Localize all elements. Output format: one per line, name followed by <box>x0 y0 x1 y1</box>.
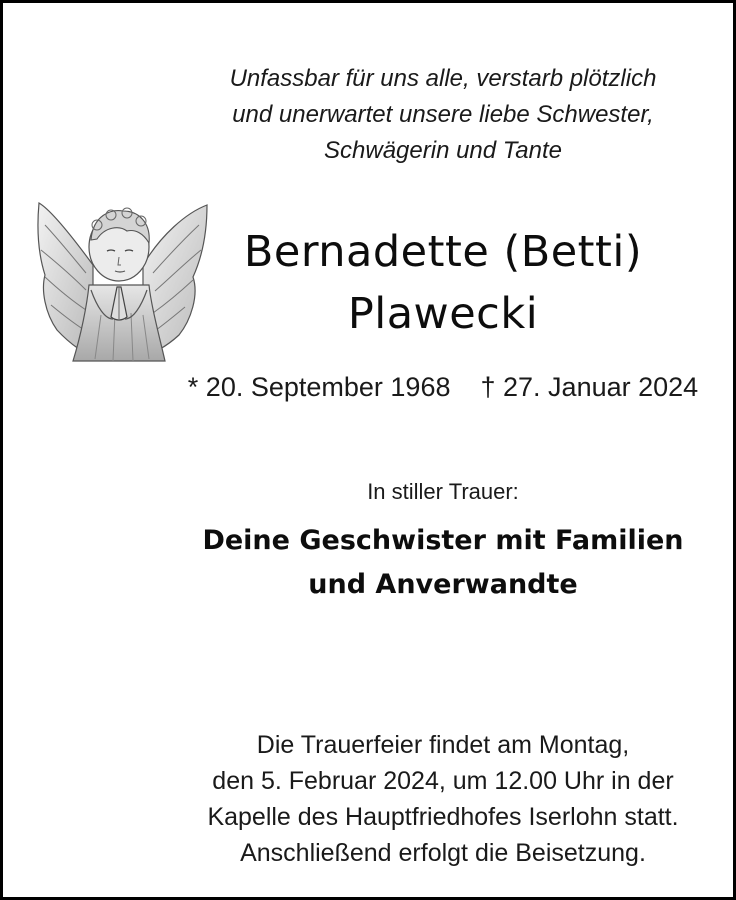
mourners-line1: Deine Geschwister mit Familien <box>202 525 684 556</box>
deceased-name <box>208 221 678 345</box>
intro-line: und unerwartet unsere liebe Schwester, <box>232 101 654 128</box>
deceased-name-line1: Bernadette (Betti) <box>243 227 643 277</box>
intro-line: Schwägerin und Tante <box>324 137 562 164</box>
birth-date: * 20. September 1968 <box>187 372 451 402</box>
service-line: Die Trauerfeier findet am Montag, <box>256 731 630 759</box>
service-line: den 5. Februar 2024, um 12.00 Uhr in der <box>212 767 674 795</box>
praying-angel-icon <box>31 195 211 363</box>
service-line: Kapelle des Hauptfriedhofes Iserlohn statt. <box>207 803 679 831</box>
intro-line: Unfassbar für uns alle, verstarb plötzlich <box>229 65 657 92</box>
mourning-label: In stiller Trauer: <box>367 479 519 504</box>
funeral-service-info <box>153 727 733 871</box>
service-line: Anschließend erfolgt die Beisetzung. <box>240 839 646 867</box>
mourners-line2: und Anverwandte <box>308 569 578 600</box>
intro-text <box>173 61 713 169</box>
deceased-name-line2: Plawecki <box>347 289 539 339</box>
death-date: † 27. Januar 2024 <box>480 372 699 402</box>
life-dates <box>153 368 733 406</box>
mourners <box>153 519 733 607</box>
